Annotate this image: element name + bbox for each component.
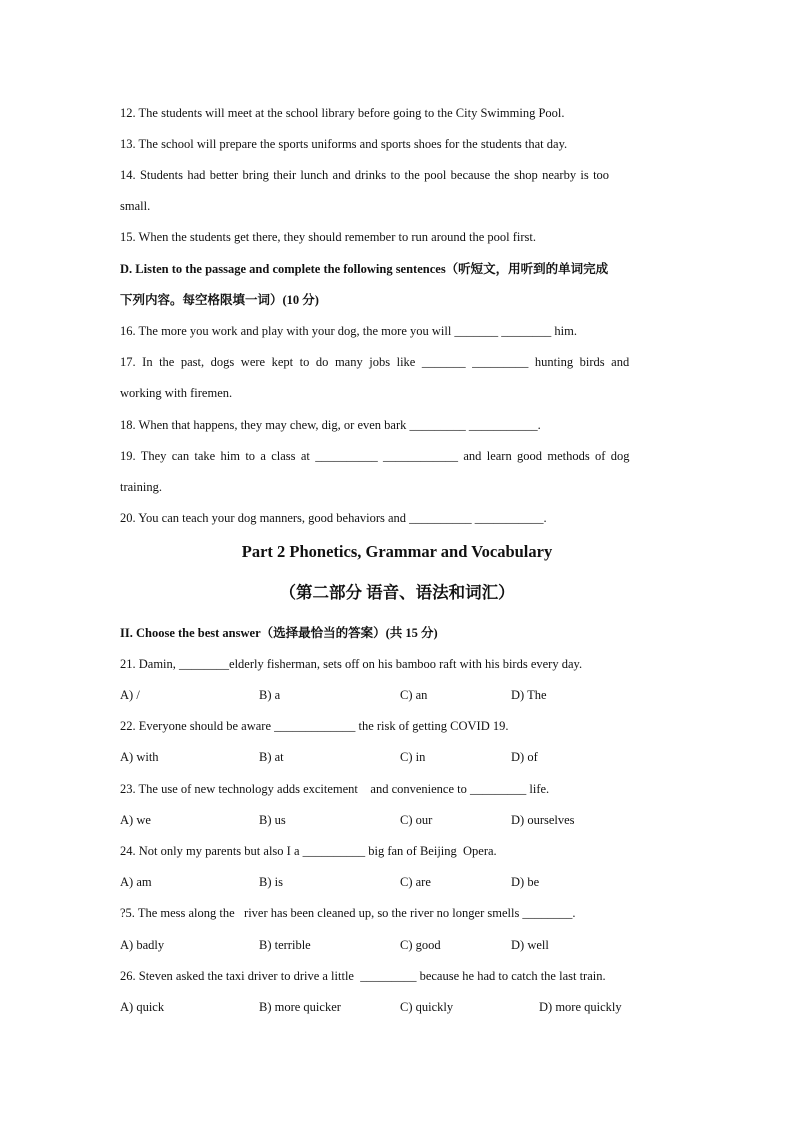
q26-option-a[interactable]: A) quick: [120, 1000, 165, 1014]
q24-option-b[interactable]: B) is: [259, 875, 283, 889]
q23-option-d[interactable]: D) ourselves: [511, 813, 575, 827]
q24-option-a[interactable]: A) am: [120, 875, 152, 889]
q22-option-c[interactable]: C) in: [400, 750, 426, 764]
section-d-title: D. Listen to the passage and complete the following sentences（听短文，用听到的单词完成: [120, 262, 609, 276]
q25-option-b[interactable]: B) terrible: [259, 938, 311, 952]
question-17-line2: working with firemen.: [120, 386, 233, 400]
section-d-title-cont: 下列内容。每空格限填一词）(10 分): [120, 293, 319, 307]
question-24: 24. Not only my parents but also I a __________ big fan of Beijing Opera.: [120, 844, 497, 858]
q21-option-b[interactable]: B) a: [259, 688, 281, 702]
q26-option-c[interactable]: C) quickly: [400, 1000, 454, 1014]
question-13: 13. The school will prepare the sports uniforms and sports shoes for the students that day.: [120, 137, 568, 151]
question-12: 12. The students will meet at the school library before going to the City Swimming Pool.: [120, 106, 565, 120]
section-ii-title: II. Choose the best answer（选择最恰当的答案）(共 15 分): [120, 626, 438, 640]
question-17-line1: 17. In the past, dogs were kept to do many jobs like _______ _________ hunting birds and: [120, 355, 630, 369]
question-20: 20. You can teach your dog manners, good behaviors and __________ ___________.: [120, 511, 547, 525]
question-26: 26. Steven asked the taxi driver to drive a little _________ because he had to catch the last train.: [120, 969, 606, 983]
question-14-line2: small.: [120, 199, 151, 213]
question-23: 23. The use of new technology adds excitement and convenience to _________ life.: [120, 782, 550, 796]
question-16: 16. The more you work and play with your dog, the more you will _______ ________ him.: [120, 324, 578, 338]
q25-option-c[interactable]: C) good: [400, 938, 441, 952]
question-21: 21. Damin, ________elderly fisherman, sets off on his bamboo raft with his birds every day.: [120, 657, 583, 671]
question-25: ?5. The mess along the river has been cleaned up, so the river no longer smells ________.: [120, 906, 576, 920]
q26-option-d[interactable]: D) more quickly: [539, 1000, 622, 1014]
question-19-line1: 19. They can take him to a class at __________ ____________ and learn good methods of dog: [120, 449, 630, 463]
question-15: 15. When the students get there, they should remember to run around the pool first.: [120, 230, 536, 244]
q21-option-c[interactable]: C) an: [400, 688, 428, 702]
part2-subtitle: （第二部分 语音、语法和词汇）: [279, 583, 515, 602]
q26-option-b[interactable]: B) more quicker: [259, 1000, 341, 1014]
q23-option-b[interactable]: B) us: [259, 813, 286, 827]
q24-option-d[interactable]: D) be: [511, 875, 540, 889]
q23-option-c[interactable]: C) our: [400, 813, 433, 827]
q25-option-a[interactable]: A) badly: [120, 938, 165, 952]
q25-option-d[interactable]: D) well: [511, 938, 549, 952]
part2-title: Part 2 Phonetics, Grammar and Vocabulary: [241, 542, 553, 561]
q23-option-a[interactable]: A) we: [120, 813, 151, 827]
question-22: 22. Everyone should be aware _____________ the risk of getting COVID 19.: [120, 719, 509, 733]
question-18: 18. When that happens, they may chew, dig, or even bark _________ ___________.: [120, 418, 541, 432]
q21-option-d[interactable]: D) The: [511, 688, 547, 702]
q22-option-d[interactable]: D) of: [511, 750, 538, 764]
q24-option-c[interactable]: C) are: [400, 875, 431, 889]
question-19-line2: training.: [120, 480, 163, 494]
question-14-line1: [120, 167, 674, 183]
q22-option-b[interactable]: B) at: [259, 750, 284, 764]
q22-option-a[interactable]: A) with: [120, 750, 159, 764]
question-14-text: 14. Students had better bring their lunch and drinks to the pool because the shop nearby is too: [120, 168, 610, 182]
q21-option-a[interactable]: A) /: [120, 688, 140, 702]
